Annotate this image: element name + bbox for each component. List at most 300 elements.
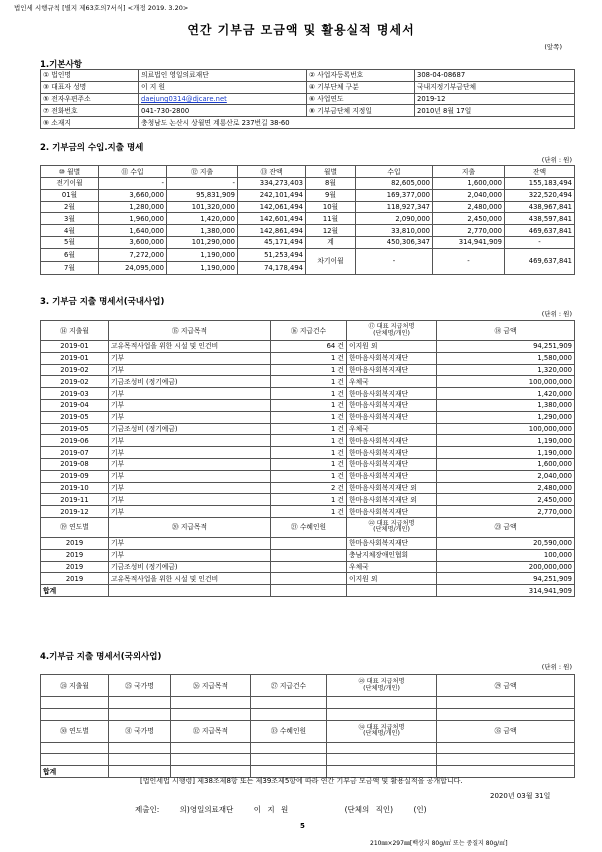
recipient-cell: 한마음사회복지재단 xyxy=(347,399,437,411)
income-cell: 1,280,000 xyxy=(99,201,167,213)
purpose-cell: 기부 xyxy=(109,447,271,459)
total-value: 314,941,909 xyxy=(437,585,575,597)
column-header: 지출 xyxy=(433,166,505,178)
month-cell: 전기이월 xyxy=(41,178,99,190)
balance-cell: 51,253,494 xyxy=(238,248,306,261)
expense-cell: 1,380,000 xyxy=(167,225,238,237)
amount-cell: 2,040,000 xyxy=(437,470,575,482)
purpose-cell: 고유목적사업을 위한 시설 및 인건비 xyxy=(109,341,271,353)
field-value: 2019-12 xyxy=(415,93,575,105)
empty-cell xyxy=(109,708,171,720)
column-header: ⑲ 연도별 xyxy=(41,517,109,537)
recipient-cell: 우체국 xyxy=(347,561,437,573)
count-cell: 1 건 xyxy=(271,470,347,482)
expense-row xyxy=(41,364,575,376)
empty-cell xyxy=(109,742,171,754)
purpose-cell: 기금조성비 (정기예금) xyxy=(109,423,271,435)
count-cell: 64 건 xyxy=(271,341,347,353)
expense-row xyxy=(41,341,575,353)
month-cell: 2019-01 xyxy=(41,341,109,353)
month-cell: 9월 xyxy=(306,189,356,201)
paper-spec: 210㎜×297㎜[백상지 80g/㎡ 또는 중질지 80g/㎡] xyxy=(370,840,508,847)
column-header xyxy=(327,720,437,742)
domestic-expense-table xyxy=(40,320,575,597)
expense-cell: - xyxy=(433,248,505,274)
monthly-row xyxy=(41,213,575,225)
month-cell: 12월 xyxy=(306,225,356,237)
submission-date: 2020년 03월 31일 xyxy=(490,792,551,800)
section2-unit: (단위 : 원) xyxy=(541,156,572,164)
monthly-row xyxy=(41,189,575,201)
expense-cell: 1,190,000 xyxy=(167,248,238,261)
count-cell: 2 건 xyxy=(271,482,347,494)
submitter-org: 의)영일의료재단 xyxy=(179,805,234,814)
balance-cell: 469,637,841 xyxy=(505,248,575,274)
empty-cell xyxy=(327,708,437,720)
section3-title: 3. 기부금 지출 명세서(국내사업) xyxy=(40,297,165,307)
month-cell: 2019-10 xyxy=(41,482,109,494)
empty-cell xyxy=(251,697,327,709)
column-header: ㉖ 지급목적 xyxy=(171,675,251,697)
expense-cell: 2,480,000 xyxy=(433,201,505,213)
field-label: ③ 대표자 성명 xyxy=(41,81,139,93)
purpose-cell: 기부 xyxy=(109,506,271,518)
recipient-cell: 충남지체장애인협회 xyxy=(347,549,437,561)
recipient-cell: 한마음사회복지재단 xyxy=(347,352,437,364)
purpose-cell: 기부 xyxy=(109,399,271,411)
amount-cell: 20,590,000 xyxy=(437,537,575,549)
month-cell: 2019-07 xyxy=(41,447,109,459)
header-row xyxy=(41,720,575,742)
expense-cell: 1,600,000 xyxy=(433,178,505,190)
amount-cell: 94,251,909 xyxy=(437,341,575,353)
submitter-name: 이 지 원 xyxy=(253,805,289,814)
field-label: ⑦ 전화번호 xyxy=(41,105,139,117)
amount-cell: 1,190,000 xyxy=(437,447,575,459)
empty-cell xyxy=(437,697,575,709)
expense-row xyxy=(41,447,575,459)
amount-cell: 1,190,000 xyxy=(437,435,575,447)
section3-unit: (단위 : 원) xyxy=(541,310,572,318)
column-header: ⑪ 수입 xyxy=(99,166,167,178)
purpose-cell: 기부 xyxy=(109,458,271,470)
amount-cell: 100,000 xyxy=(437,549,575,561)
field-label: ① 법인명 xyxy=(41,70,139,82)
email-link[interactable]: daejung0314@djcare.net xyxy=(141,94,227,103)
column-header: ㉔ 지출월 xyxy=(41,675,109,697)
month-cell: 2월 xyxy=(41,201,99,213)
monthly-row xyxy=(41,225,575,237)
expense-cell: 314,941,909 xyxy=(433,236,505,248)
column-header: ⑭ 지출월 xyxy=(41,321,109,341)
expense-row xyxy=(41,506,575,518)
recipient-cell: 한마음사회복지재단 xyxy=(347,388,437,400)
column-header: 월별 xyxy=(306,166,356,178)
column-header: ㉕ 국가명 xyxy=(109,675,171,697)
amount-cell: 1,290,000 xyxy=(437,411,575,423)
email-value xyxy=(139,93,307,105)
month-cell: 3월 xyxy=(41,213,99,225)
amount-cell: 100,000,000 xyxy=(437,423,575,435)
field-label: ⑧ 기부금단체 지정일 xyxy=(307,105,415,117)
field-label: ⑨ 소재지 xyxy=(41,117,139,129)
month-cell: 01월 xyxy=(41,189,99,201)
law-reference-note: 법인세 시행규칙 [별지 제63호의7서식] <개정 2019. 3.20> xyxy=(14,4,189,12)
income-cell: 450,306,347 xyxy=(356,236,433,248)
month-cell: 2019-05 xyxy=(41,411,109,423)
empty-cell xyxy=(171,697,251,709)
beneficiary-cell xyxy=(271,573,347,585)
balance-cell: 142,601,494 xyxy=(238,213,306,225)
count-cell: 1 건 xyxy=(271,447,347,459)
recipient-cell: 우체국 xyxy=(347,376,437,388)
empty-cell xyxy=(41,708,109,720)
month-cell: 2019-08 xyxy=(41,458,109,470)
expense-cell: 101,290,000 xyxy=(167,236,238,248)
amount-cell: 1,320,000 xyxy=(437,364,575,376)
purpose-cell: 기부 xyxy=(109,435,271,447)
month-cell: 2019-02 xyxy=(41,364,109,376)
expense-row xyxy=(41,435,575,447)
field-label: ⑤ 전자우편주소 xyxy=(41,93,139,105)
total-label: 합계 xyxy=(41,766,109,778)
expense-row xyxy=(41,411,575,423)
expense-cell: 2,450,000 xyxy=(433,213,505,225)
empty-cell xyxy=(437,742,575,754)
field-value: 308-04-08687 xyxy=(415,70,575,82)
empty-cell xyxy=(437,708,575,720)
monthly-row xyxy=(41,201,575,213)
year-cell: 2019 xyxy=(41,549,109,561)
recipient-cell: 한마음사회복지재단 xyxy=(347,506,437,518)
recipient-cell: 한마음사회복지재단 xyxy=(347,470,437,482)
yearly-row xyxy=(41,549,575,561)
column-header: ⑩ 월별 xyxy=(41,166,99,178)
monthly-row xyxy=(41,236,575,248)
month-cell: 2019-12 xyxy=(41,506,109,518)
balance-cell: 438,967,841 xyxy=(505,201,575,213)
balance-cell: 469,637,841 xyxy=(505,225,575,237)
empty-cell xyxy=(109,697,171,709)
address-value: 충청남도 논산시 상월면 계룡산로 237번길 38-60 xyxy=(139,117,575,129)
empty-row xyxy=(41,754,575,766)
amount-cell: 1,580,000 xyxy=(437,352,575,364)
expense-row xyxy=(41,494,575,506)
basic-info-row xyxy=(41,70,575,82)
expense-cell: 1,190,000 xyxy=(167,261,238,274)
basic-info-row xyxy=(41,81,575,93)
recipient-cell: 한마음사회복지재단 외 xyxy=(347,482,437,494)
count-cell: 1 건 xyxy=(271,435,347,447)
purpose-cell: 기부 xyxy=(109,470,271,482)
balance-cell: 155,183,494 xyxy=(505,178,575,190)
amount-cell: 200,000,000 xyxy=(437,561,575,573)
column-header: 잔액 xyxy=(505,166,575,178)
amount-cell: 2,450,000 xyxy=(437,494,575,506)
month-cell: 계 xyxy=(306,236,356,248)
balance-cell: 142,061,494 xyxy=(238,201,306,213)
header-line: ㉘ 대표 지급처명 xyxy=(358,677,405,685)
field-value: 041-730-2800 xyxy=(139,105,307,117)
income-cell: 3,600,000 xyxy=(99,236,167,248)
header-line: (단체명/개인) xyxy=(373,329,410,337)
empty-cell xyxy=(171,742,251,754)
empty-row xyxy=(41,708,575,720)
column-header: ⑯ 지급건수 xyxy=(271,321,347,341)
expense-cell: 101,320,000 xyxy=(167,201,238,213)
column-header: ㉚ 연도별 xyxy=(41,720,109,742)
section4-unit: (단위 : 원) xyxy=(541,663,572,671)
amount-cell: 1,420,000 xyxy=(437,388,575,400)
month-cell: 5월 xyxy=(41,236,99,248)
income-expense-table xyxy=(40,165,575,275)
count-cell: 1 건 xyxy=(271,506,347,518)
column-header: ㉑ 수혜인원 xyxy=(271,517,347,537)
month-cell: 10월 xyxy=(306,201,356,213)
month-cell: 7월 xyxy=(41,261,99,274)
column-header: ⑫ 지출 xyxy=(167,166,238,178)
balance-cell: 45,171,494 xyxy=(238,236,306,248)
month-cell: 차기이월 xyxy=(306,248,356,274)
empty-cell xyxy=(171,708,251,720)
count-cell: 1 건 xyxy=(271,411,347,423)
section1-title: 1.기본사항 xyxy=(40,60,82,70)
column-header xyxy=(347,321,437,341)
month-cell: 2019-02 xyxy=(41,376,109,388)
column-header xyxy=(347,517,437,537)
month-cell: 2019-04 xyxy=(41,399,109,411)
empty-cell xyxy=(41,754,109,766)
yearly-row xyxy=(41,573,575,585)
column-header: ⑬ 잔액 xyxy=(238,166,306,178)
recipient-cell: 한마음사회복지재단 xyxy=(347,411,437,423)
submitter-label: 제출인: xyxy=(135,805,160,814)
income-cell: 24,095,000 xyxy=(99,261,167,274)
basic-info-row xyxy=(41,93,575,105)
empty-row xyxy=(41,697,575,709)
header-line: (단체명/개인) xyxy=(363,684,400,692)
expense-cell: - xyxy=(167,178,238,190)
column-header: ㉟ 금액 xyxy=(437,720,575,742)
recipient-cell: 우체국 xyxy=(347,423,437,435)
basic-info-row xyxy=(41,105,575,117)
month-cell: 2019-09 xyxy=(41,470,109,482)
count-cell: 1 건 xyxy=(271,494,347,506)
purpose-cell: 기부 xyxy=(109,388,271,400)
recipient-cell: 한마음사회복지재단 xyxy=(347,364,437,376)
page-number: 5 xyxy=(300,822,305,830)
purpose-cell: 기부 xyxy=(109,537,271,549)
month-cell: 2019-11 xyxy=(41,494,109,506)
expense-cell: 2,770,000 xyxy=(433,225,505,237)
amount-cell: 2,480,000 xyxy=(437,482,575,494)
recipient-cell: 한마음사회복지재단 xyxy=(347,537,437,549)
income-cell: - xyxy=(99,178,167,190)
basic-info-row xyxy=(41,117,575,129)
balance-cell: 334,273,403 xyxy=(238,178,306,190)
count-cell: 1 건 xyxy=(271,376,347,388)
field-label: ② 사업자등록번호 xyxy=(307,70,415,82)
section2-title: 2. 기부금의 수입.지출 명세 xyxy=(40,143,144,153)
expense-row xyxy=(41,399,575,411)
submitter-line xyxy=(135,804,441,815)
total-label: 합계 xyxy=(41,585,109,597)
empty-cell xyxy=(437,754,575,766)
income-cell: 118,927,347 xyxy=(356,201,433,213)
amount-cell: 1,380,000 xyxy=(437,399,575,411)
empty-cell xyxy=(347,585,437,597)
balance-cell: - xyxy=(505,236,575,248)
empty-cell xyxy=(41,697,109,709)
empty-cell xyxy=(109,585,271,597)
purpose-cell: 기부 xyxy=(109,482,271,494)
purpose-cell: 기금조성비 (정기예금) xyxy=(109,376,271,388)
empty-cell xyxy=(327,697,437,709)
field-label: ⑥ 사업연도 xyxy=(307,93,415,105)
total-row xyxy=(41,585,575,597)
field-value: 국내지정기부금단체 xyxy=(415,81,575,93)
empty-cell xyxy=(271,585,347,597)
purpose-cell: 기금조성비 (정기예금) xyxy=(109,561,271,573)
empty-cell xyxy=(251,708,327,720)
column-header: 수입 xyxy=(356,166,433,178)
expense-row xyxy=(41,458,575,470)
expense-row xyxy=(41,482,575,494)
beneficiary-cell xyxy=(271,549,347,561)
field-value: 2010년 8월 17일 xyxy=(415,105,575,117)
balance-cell: 438,597,841 xyxy=(505,213,575,225)
amount-cell: 94,251,909 xyxy=(437,573,575,585)
header-line: ㉞ 대표 지급처명 xyxy=(358,723,405,731)
income-cell: 169,377,000 xyxy=(356,189,433,201)
income-cell: 3,660,000 xyxy=(99,189,167,201)
expense-row xyxy=(41,470,575,482)
document-title: 연간 기부금 모금액 및 활용실적 명세서 xyxy=(187,23,415,37)
beneficiary-cell xyxy=(271,537,347,549)
beneficiary-cell xyxy=(271,561,347,573)
empty-cell xyxy=(171,754,251,766)
header-row xyxy=(41,675,575,697)
column-header: ⑮ 지급목적 xyxy=(109,321,271,341)
side-note: (앞쪽) xyxy=(544,43,562,51)
purpose-cell: 기부 xyxy=(109,352,271,364)
empty-row xyxy=(41,742,575,754)
count-cell: 1 건 xyxy=(271,364,347,376)
recipient-cell: 한마음사회복지재단 xyxy=(347,435,437,447)
header-line: ⑰ 대표 지급처명 xyxy=(368,322,415,330)
seal-note: (단체의 직인) xyxy=(344,805,394,814)
column-header: ㉜ 지급목적 xyxy=(171,720,251,742)
balance-cell: 74,178,494 xyxy=(238,261,306,274)
recipient-cell: 이지원 외 xyxy=(347,573,437,585)
amount-cell: 1,600,000 xyxy=(437,458,575,470)
column-header: ㉗ 지급건수 xyxy=(251,675,327,697)
empty-cell xyxy=(251,742,327,754)
year-cell: 2019 xyxy=(41,573,109,585)
expense-row xyxy=(41,352,575,364)
header-line: (단체명/개인) xyxy=(373,526,410,534)
column-header: ㉛ 국가명 xyxy=(109,720,171,742)
header-row xyxy=(41,517,575,537)
column-header: ⑱ 금액 xyxy=(437,321,575,341)
income-cell: 7,272,000 xyxy=(99,248,167,261)
expense-cell: 2,040,000 xyxy=(433,189,505,201)
month-cell: 6월 xyxy=(41,248,99,261)
balance-cell: 322,520,494 xyxy=(505,189,575,201)
header-row xyxy=(41,321,575,341)
month-cell: 2019-03 xyxy=(41,388,109,400)
recipient-cell: 이지원 외 xyxy=(347,341,437,353)
month-cell: 2019-06 xyxy=(41,435,109,447)
recipient-cell: 한마음사회복지재단 xyxy=(347,447,437,459)
monthly-row xyxy=(41,178,575,190)
purpose-cell: 기부 xyxy=(109,494,271,506)
disclosure-statement: [법인세법 시행령] 제38조제8항 또는 제39조제5항에 따라 연간 기부금 모금액 및 활용실적을 공개합니다. xyxy=(140,777,463,785)
empty-cell xyxy=(327,754,437,766)
expense-cell: 95,831,909 xyxy=(167,189,238,201)
field-value: 의료법인 영일의료재단 xyxy=(139,70,307,82)
empty-cell xyxy=(251,754,327,766)
income-cell: 82,605,000 xyxy=(356,178,433,190)
column-header xyxy=(327,675,437,697)
purpose-cell: 기부 xyxy=(109,411,271,423)
empty-cell xyxy=(41,742,109,754)
column-header: ㉙ 금액 xyxy=(437,675,575,697)
section4-title: 4.기부금 지출 명세서(국외사업) xyxy=(40,652,162,662)
yearly-row xyxy=(41,537,575,549)
recipient-cell: 한마음사회복지재단 외 xyxy=(347,494,437,506)
basic-info-table xyxy=(40,69,575,129)
seal-mark: (인) xyxy=(413,805,427,814)
empty-cell xyxy=(109,754,171,766)
income-cell: 2,090,000 xyxy=(356,213,433,225)
recipient-cell: 한마음사회복지재단 xyxy=(347,458,437,470)
header-row xyxy=(41,166,575,178)
year-cell: 2019 xyxy=(41,537,109,549)
purpose-cell: 기부 xyxy=(109,549,271,561)
purpose-cell: 기부 xyxy=(109,364,271,376)
monthly-row xyxy=(41,248,575,261)
expense-row xyxy=(41,388,575,400)
empty-cell xyxy=(327,742,437,754)
header-line: (단체명/개인) xyxy=(363,730,400,738)
field-label: ④ 기부단체 구분 xyxy=(307,81,415,93)
count-cell: 1 건 xyxy=(271,399,347,411)
month-cell: 11월 xyxy=(306,213,356,225)
amount-cell: 2,770,000 xyxy=(437,506,575,518)
month-cell: 2019-05 xyxy=(41,423,109,435)
month-cell: 4월 xyxy=(41,225,99,237)
balance-cell: 142,861,494 xyxy=(238,225,306,237)
column-header: ⑳ 지급목적 xyxy=(109,517,271,537)
count-cell: 1 건 xyxy=(271,458,347,470)
count-cell: 1 건 xyxy=(271,388,347,400)
income-cell: 1,640,000 xyxy=(99,225,167,237)
income-cell: - xyxy=(356,248,433,274)
column-header: ㉝ 수혜인원 xyxy=(251,720,327,742)
income-cell: 33,810,000 xyxy=(356,225,433,237)
field-value: 이 지 원 xyxy=(139,81,307,93)
expense-row xyxy=(41,423,575,435)
purpose-cell: 고유목적사업을 위한 시설 및 인건비 xyxy=(109,573,271,585)
count-cell: 1 건 xyxy=(271,352,347,364)
yearly-row xyxy=(41,561,575,573)
month-cell: 2019-01 xyxy=(41,352,109,364)
year-cell: 2019 xyxy=(41,561,109,573)
column-header: ㉓ 금액 xyxy=(437,517,575,537)
header-line: ㉒ 대표 지급처명 xyxy=(368,519,415,527)
amount-cell: 100,000,000 xyxy=(437,376,575,388)
